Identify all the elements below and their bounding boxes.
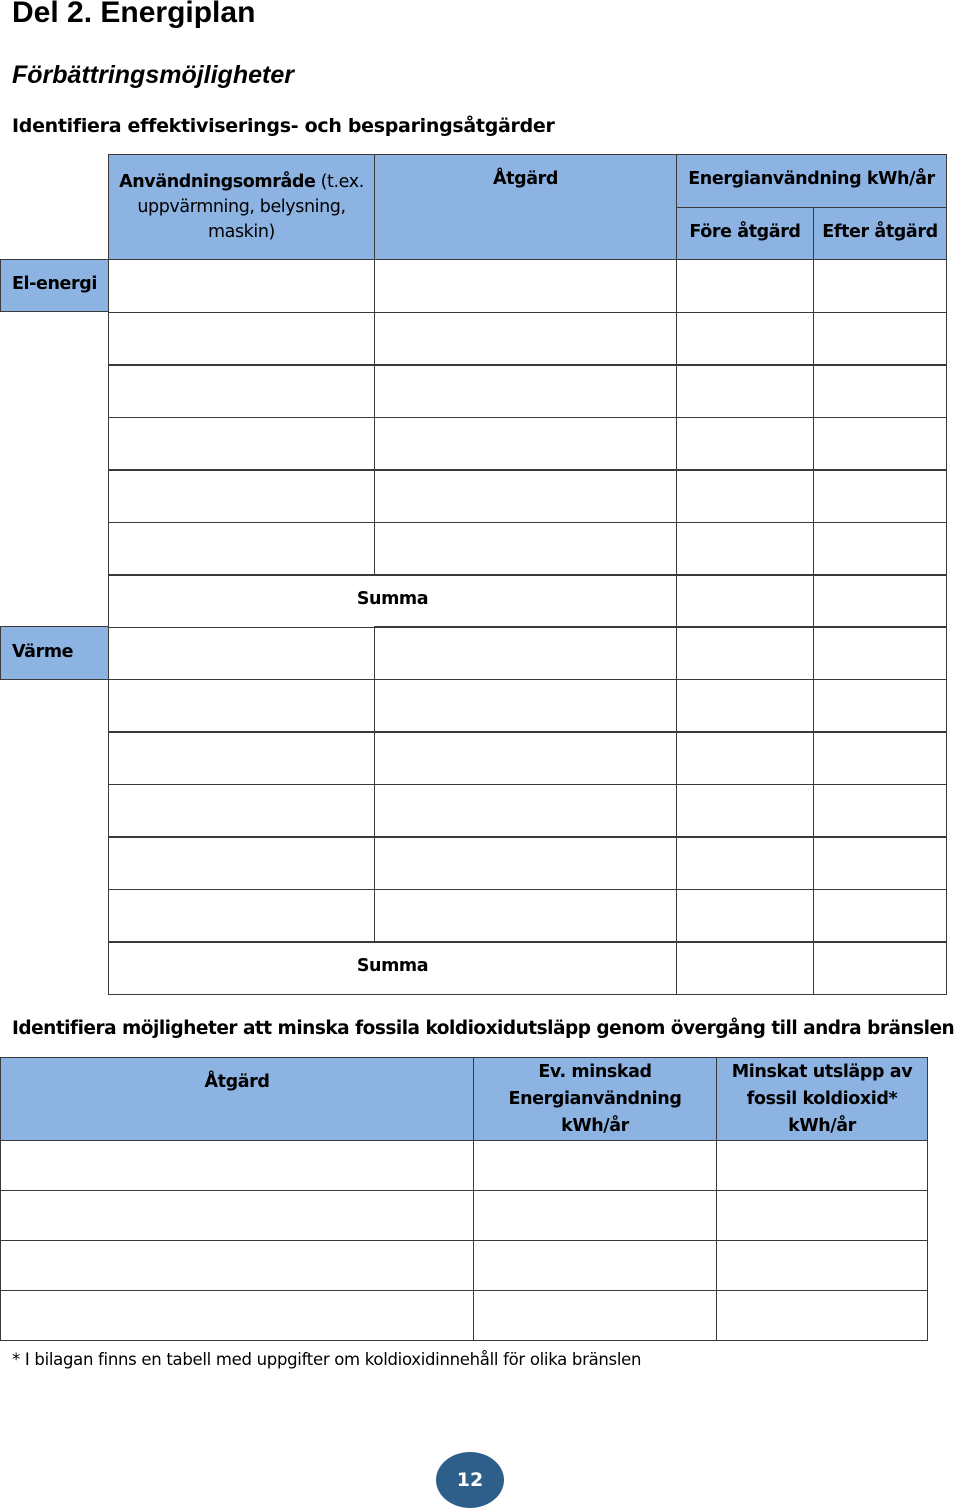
table-cell[interactable] [676, 784, 814, 838]
table-cell[interactable] [374, 626, 677, 680]
table-cell[interactable] [108, 679, 375, 733]
page-heading: Del 2. Energiplan [12, 0, 256, 29]
table-cell[interactable] [374, 259, 677, 313]
table-cell[interactable] [813, 364, 947, 418]
table-cell[interactable] [108, 469, 375, 523]
table-cell[interactable] [813, 784, 947, 838]
table-cell[interactable] [473, 1190, 717, 1241]
t2-header-action-cell [0, 1057, 474, 1141]
table-cell[interactable] [374, 836, 677, 890]
table-cell[interactable] [108, 836, 375, 890]
table-cell[interactable] [813, 836, 947, 890]
table-cell[interactable] [108, 364, 375, 418]
group-heat-label: Värme [12, 642, 74, 662]
table-cell[interactable] [374, 312, 677, 366]
sum-before-cell[interactable] [676, 574, 814, 628]
table-cell[interactable] [813, 312, 947, 366]
section2-title: Identifiera möjligheter att minska fossila koldioxidutsläpp genom övergång till andra bränslen [12, 1018, 955, 1039]
table-cell[interactable] [108, 889, 375, 943]
table-cell[interactable] [716, 1190, 928, 1241]
header-after-label: Efter åtgärd [822, 222, 938, 242]
header-energy-label: Energianvändning kWh/år [688, 169, 935, 189]
table-cell[interactable] [813, 522, 947, 576]
table-cell[interactable] [0, 1240, 474, 1291]
table-cell[interactable] [676, 364, 814, 418]
table-cell[interactable] [108, 784, 375, 838]
table-cell[interactable] [676, 417, 814, 471]
table-cell[interactable] [676, 259, 814, 313]
table-cell[interactable] [374, 889, 677, 943]
table-cell[interactable] [374, 679, 677, 733]
page-subheading: Förbättringsmöjligheter [12, 61, 294, 89]
table-cell[interactable] [374, 522, 677, 576]
table-cell[interactable] [676, 469, 814, 523]
t2-header-co2-label: Minskat utsläpp av fossil koldioxid* kWh/år [731, 1062, 913, 1136]
header-before-label: Före åtgärd [689, 222, 801, 242]
table-cell[interactable] [473, 1290, 717, 1341]
table-cell[interactable] [813, 679, 947, 733]
el-sum-label: Summa [356, 589, 429, 609]
table-cell[interactable] [108, 731, 375, 785]
table-cell[interactable] [813, 626, 947, 680]
table-cell[interactable] [374, 784, 677, 838]
header-action-label: Åtgärd [492, 169, 558, 189]
table-cell[interactable] [716, 1140, 928, 1191]
header-area-label: Användningsområde (t.ex. uppvärmning, belysning, maskin) [119, 172, 364, 242]
table-cell[interactable] [676, 889, 814, 943]
table-cell[interactable] [108, 522, 375, 576]
table-cell[interactable] [813, 469, 947, 523]
table-cell[interactable] [813, 731, 947, 785]
footnote: * I bilagan finns en tabell med uppgifter om koldioxidinnehåll för olika bränslen [12, 1350, 642, 1369]
heat-sum-label: Summa [356, 956, 429, 976]
table-cell[interactable] [813, 889, 947, 943]
table-cell[interactable] [676, 731, 814, 785]
t2-header-energy-label: Ev. minskad Energianvändning kWh/år [508, 1062, 682, 1136]
t2-header-action-label: Åtgärd [204, 1072, 270, 1092]
table-cell[interactable] [676, 626, 814, 680]
table-cell[interactable] [108, 417, 375, 471]
table-cell[interactable] [676, 312, 814, 366]
table-cell[interactable] [374, 469, 677, 523]
table-cell[interactable] [813, 259, 947, 313]
group-el-label: El-energi [12, 274, 97, 294]
sum-after-cell[interactable] [813, 574, 947, 628]
sum-before-cell[interactable] [676, 941, 814, 995]
table-cell[interactable] [108, 312, 375, 366]
page-number-badge: 12 [436, 1452, 504, 1508]
table-cell[interactable] [0, 1140, 474, 1191]
sum-after-cell[interactable] [813, 941, 947, 995]
table-cell[interactable] [374, 364, 677, 418]
table-cell[interactable] [473, 1240, 717, 1291]
table-cell[interactable] [0, 1290, 474, 1341]
table-cell[interactable] [676, 836, 814, 890]
table-cell[interactable] [716, 1240, 928, 1291]
table-cell[interactable] [473, 1140, 717, 1191]
table-cell[interactable] [374, 731, 677, 785]
table-cell[interactable] [374, 417, 677, 471]
table-cell[interactable] [676, 679, 814, 733]
table-cell[interactable] [676, 522, 814, 576]
table-cell[interactable] [716, 1290, 928, 1341]
table-cell[interactable] [813, 417, 947, 471]
table-cell[interactable] [0, 1190, 474, 1241]
section1-title: Identifiera effektiviserings- och besparingsåtgärder [12, 115, 555, 137]
